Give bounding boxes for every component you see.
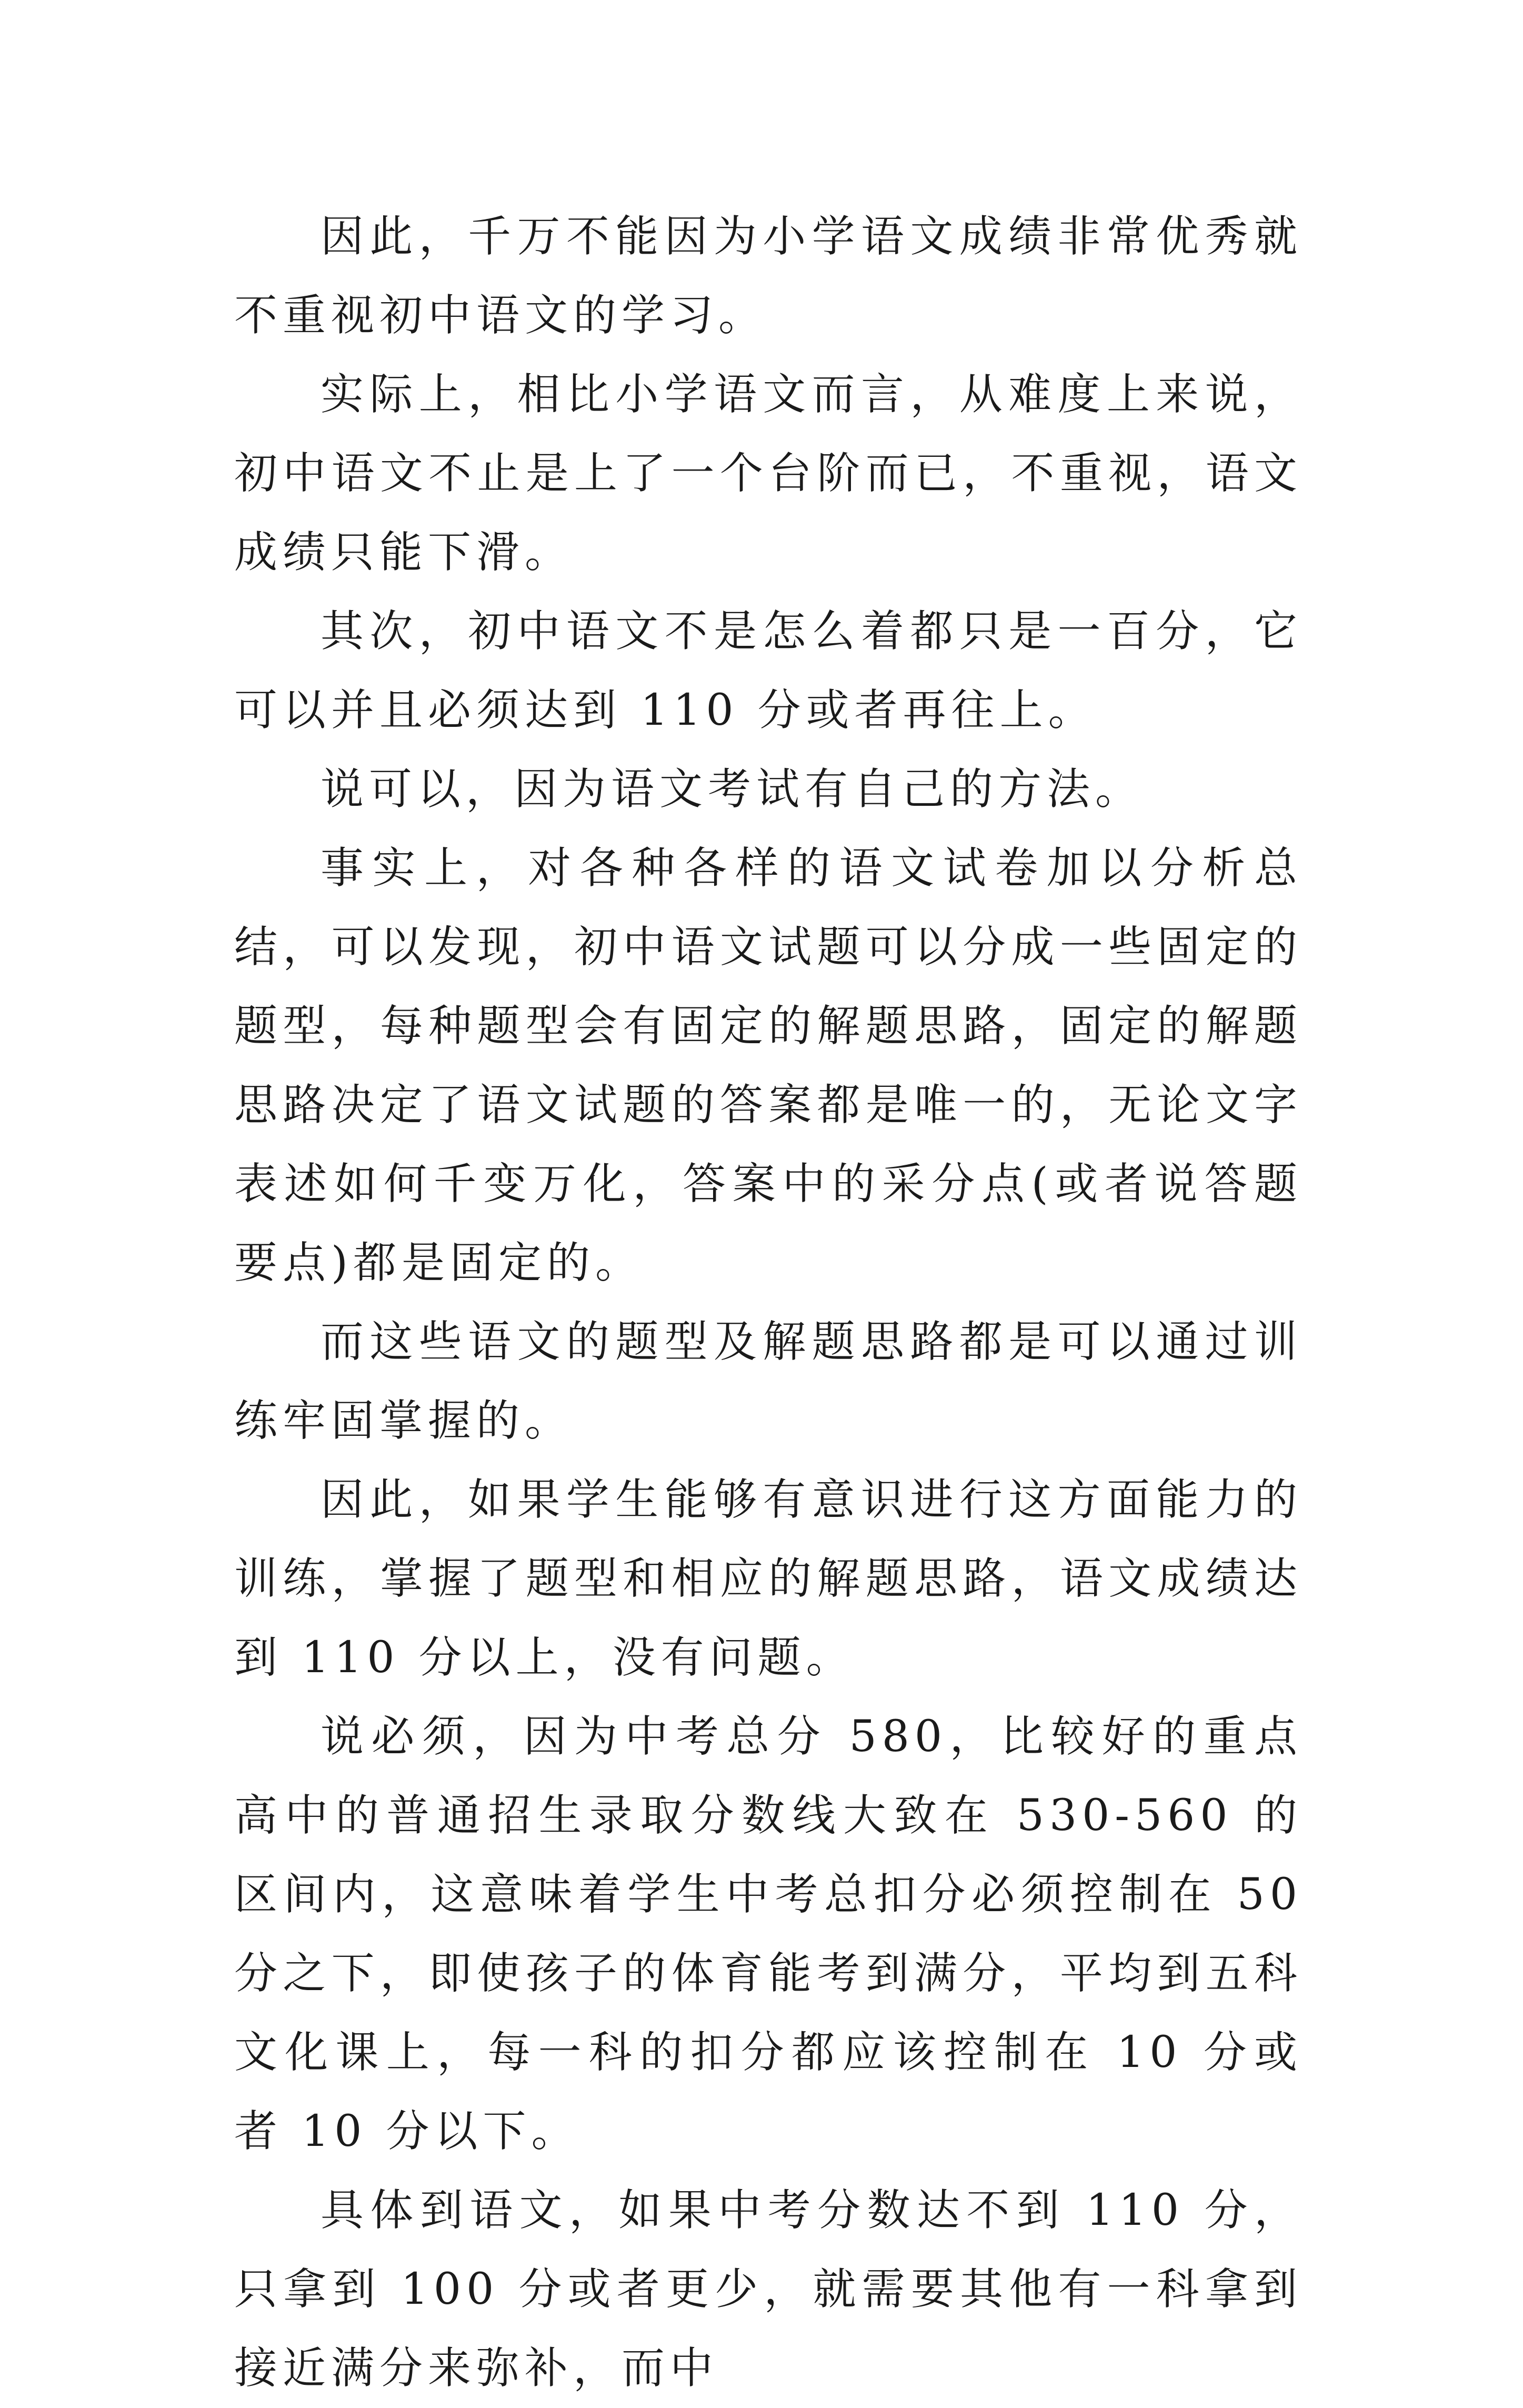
paragraph: 说可以，因为语文考试有自己的方法。 [320,764,1144,814]
paragraph: 而这些语文的题型及解题思路都是可以通过训练牢固掌握的。 [234,1317,1302,1446]
paragraph: 因此，千万不能因为小学语文成绩非常优秀就不重视初中语文的学习。 [234,212,1302,341]
paragraph: 因此，如果学生能够有意识进行这方面能力的训练，掌握了题型和相应的解题思路，语文成绩达到 110 分以上，没有问题。 [234,1475,1302,1683]
paragraph: 事实上，对各种各样的语文试卷加以分析总结，可以发现，初中语文试题可以分成一些固定的题型，每种题型会有固定的解题思路，固定的解题思路决定了语文试题的答案都是唯一的，无论文字表述如何千变万化，答案中的采分点(或者说答题要点)都是固定的。 [234,843,1302,1288]
document-body [234,197,1302,2408]
paragraph: 实际上，相比小学语文而言，从难度上来说，初中语文不止是上了一个台阶而已，不重视，语文成绩只能下滑。 [234,369,1302,577]
paragraph: 具体到语文，如果中考分数达不到 110 分，只拿到 100 分或者更少，就需要其他有一科拿到接近满分来弥补，而中 [234,2185,1302,2393]
paragraph: 说必须，因为中考总分 580，比较好的重点高中的普通招生录取分数线大致在 530-560 的区间内，这意味着学生中考总扣分必须控制在 50 分之下，即使孩子的体育能考到满分，平均到五科文化课上，每一科的扣分都应该控制在 10 分或者 10 分以下。 [234,1712,1302,2156]
paragraph: 其次，初中语文不是怎么着都只是一百分，它可以并且必须达到 110 分或者再往上。 [234,606,1302,735]
